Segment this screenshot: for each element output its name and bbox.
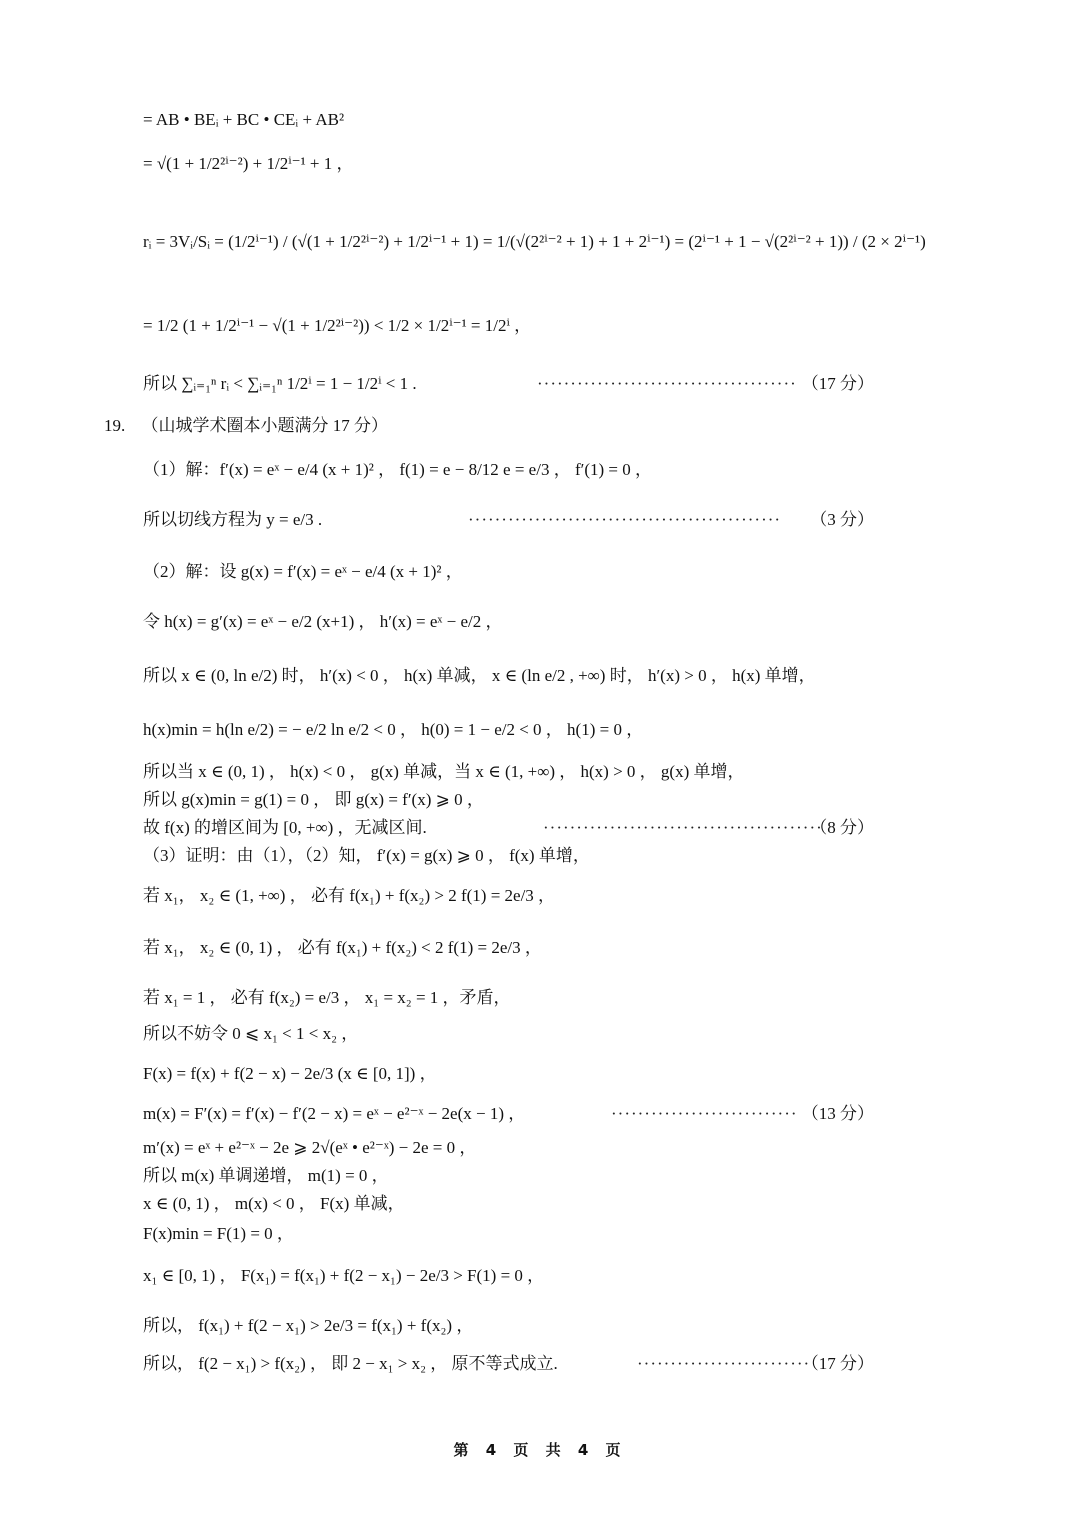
solution-line: = 1/2 (1 + 1/2ⁱ⁻¹ − √(1 + 1/2²ⁱ⁻²)) < 1/2 × 1/2ⁱ⁻¹ = 1/2ⁱ ， [143,316,532,335]
solution-line: 所以 x ∈ (0, ln e/2) 时， h′(x) < 0 ， h(x) 单减， x ∈ (ln e/2 , +∞) 时， h′(x) > 0 ， h(x) 单增， [143,666,816,685]
solution-line: h(x)min = h(ln e/2) = − e/2 ln e/2 < 0 ， h(0) = 1 − e/2 < 0 ， h(1) = 0 ， [143,720,644,739]
solution-line: 所以， f(x₁) + f(2 − x₁) > 2e/3 = f(x₁) + f(x₂) ， [143,1316,474,1335]
solution-line: 若 x₁， x₂ ∈ (0, 1) ， 必有 f(x₁) + f(x₂) < 2 f(1) = 2e/3 ， [143,938,542,957]
solution-line: 所以 ∑ᵢ₌₁ⁿ rᵢ < ∑ᵢ₌₁ⁿ 1/2ⁱ = 1 − 1/2ⁱ < 1 . [143,374,417,393]
solution-line: 所以， f(2 − x₁) > f(x₂) ， 即 2 − x₁ > x₂ ， 原不等式成立. [143,1354,558,1373]
solution-line: m(x) = F′(x) = f′(x) − f′(2 − x) = eˣ − e²⁻ˣ − 2e(x − 1) ， [143,1104,526,1123]
dot-leader: ···························· [611,1104,798,1123]
solution-line: m′(x) = eˣ + e²⁻ˣ − 2e ⩾ 2√(eˣ • e²⁻ˣ) − 2e = 0 ， [143,1138,477,1157]
page-footer: 第 4 页 共 4 页 [453,1441,627,1459]
question-number: 19. [104,416,126,435]
solution-line: x₁ ∈ [0, 1) ， F(x₁) = f(x₁) + f(2 − x₁) − 2e/3 > F(1) = 0 ， [143,1266,545,1285]
solution-line: （2）解：设 g(x) = f′(x) = eˣ − e/4 (x + 1)² ， [143,562,463,581]
solution-line: F(x) = f(x) + f(2 − x) − 2e/3 (x ∈ [0, 1]) ， [143,1064,437,1083]
solution-line: （3）证明：由（1），（2）知， f′(x) = g(x) ⩾ 0 ， f(x) 单增， [143,846,590,865]
solution-line: 所以 m(x) 单调递增， m(1) = 0 ， [143,1166,389,1185]
dot-leader: ·························· [637,1354,811,1373]
score-label: （3 分） [810,510,874,529]
dot-leader: ·········································· [543,818,823,837]
dot-leader: ······································· [537,374,797,393]
solution-line: 所以当 x ∈ (0, 1) ， h(x) < 0 ， g(x) 单减，当 x ∈ (1, +∞) ， h(x) > 0 ， g(x) 单增， [143,762,745,781]
question-title: （山城学术圈本小题满分 17 分） [141,416,388,435]
solution-line: 若 x₁， x₂ ∈ (1, +∞) ， 必有 f(x₁) + f(x₂) > 2 f(1) = 2e/3 ， [143,886,556,905]
dot-leader: ··············································· [468,510,782,529]
solution-line: x ∈ (0, 1) ， m(x) < 0 ， F(x) 单减， [143,1194,405,1213]
solution-line: 令 h(x) = g′(x) = eˣ − e/2 (x+1) ， h′(x) = eˣ − e/2 ， [143,612,503,631]
solution-line: 所以 g(x)min = g(1) = 0 ， 即 g(x) = f′(x) ⩾ 0 ， [143,790,484,809]
solution-line: = √(1 + 1/2²ⁱ⁻²) + 1/2ⁱ⁻¹ + 1 ， [143,154,354,173]
solution-line: 若 x₁ = 1 ， 必有 f(x₂) = e/3 ， x₁ = x₂ = 1 ，矛盾， [143,988,511,1007]
solution-line: 所以不妨令 0 ⩽ x₁ < 1 < x₂ ， [143,1024,359,1043]
score-label: （13 分） [801,1104,874,1123]
solution-line: F(x)min = F(1) = 0 ， [143,1224,294,1243]
score-label: （8 分） [810,818,874,837]
score-label: （17 分） [801,374,874,393]
question-heading [104,414,844,438]
solution-line: 所以切线方程为 y = e/3 . [143,510,323,529]
solution-line: rᵢ = 3Vᵢ/Sᵢ = (1/2ⁱ⁻¹) / (√(1 + 1/2²ⁱ⁻²) + 1/2ⁱ⁻¹ + 1) = 1/(√(2²ⁱ⁻² + 1) + 1 + 2ⁱ⁻¹) = (2ⁱ⁻¹ + 1 − √(2²ⁱ⁻² + 1)) / (2 × 2ⁱ⁻¹) [143,232,926,251]
score-label: （17 分） [801,1354,874,1373]
solution-line: 故 f(x) 的增区间为 [0, +∞) ，无减区间. [143,818,427,837]
solution-line: （1）解：f′(x) = eˣ − e/4 (x + 1)² ， f(1) = e − 8/12 e = e/3 ， f′(1) = 0 ， [143,460,652,479]
solution-line: = AB • BEᵢ + BC • CEᵢ + AB² [143,110,345,129]
